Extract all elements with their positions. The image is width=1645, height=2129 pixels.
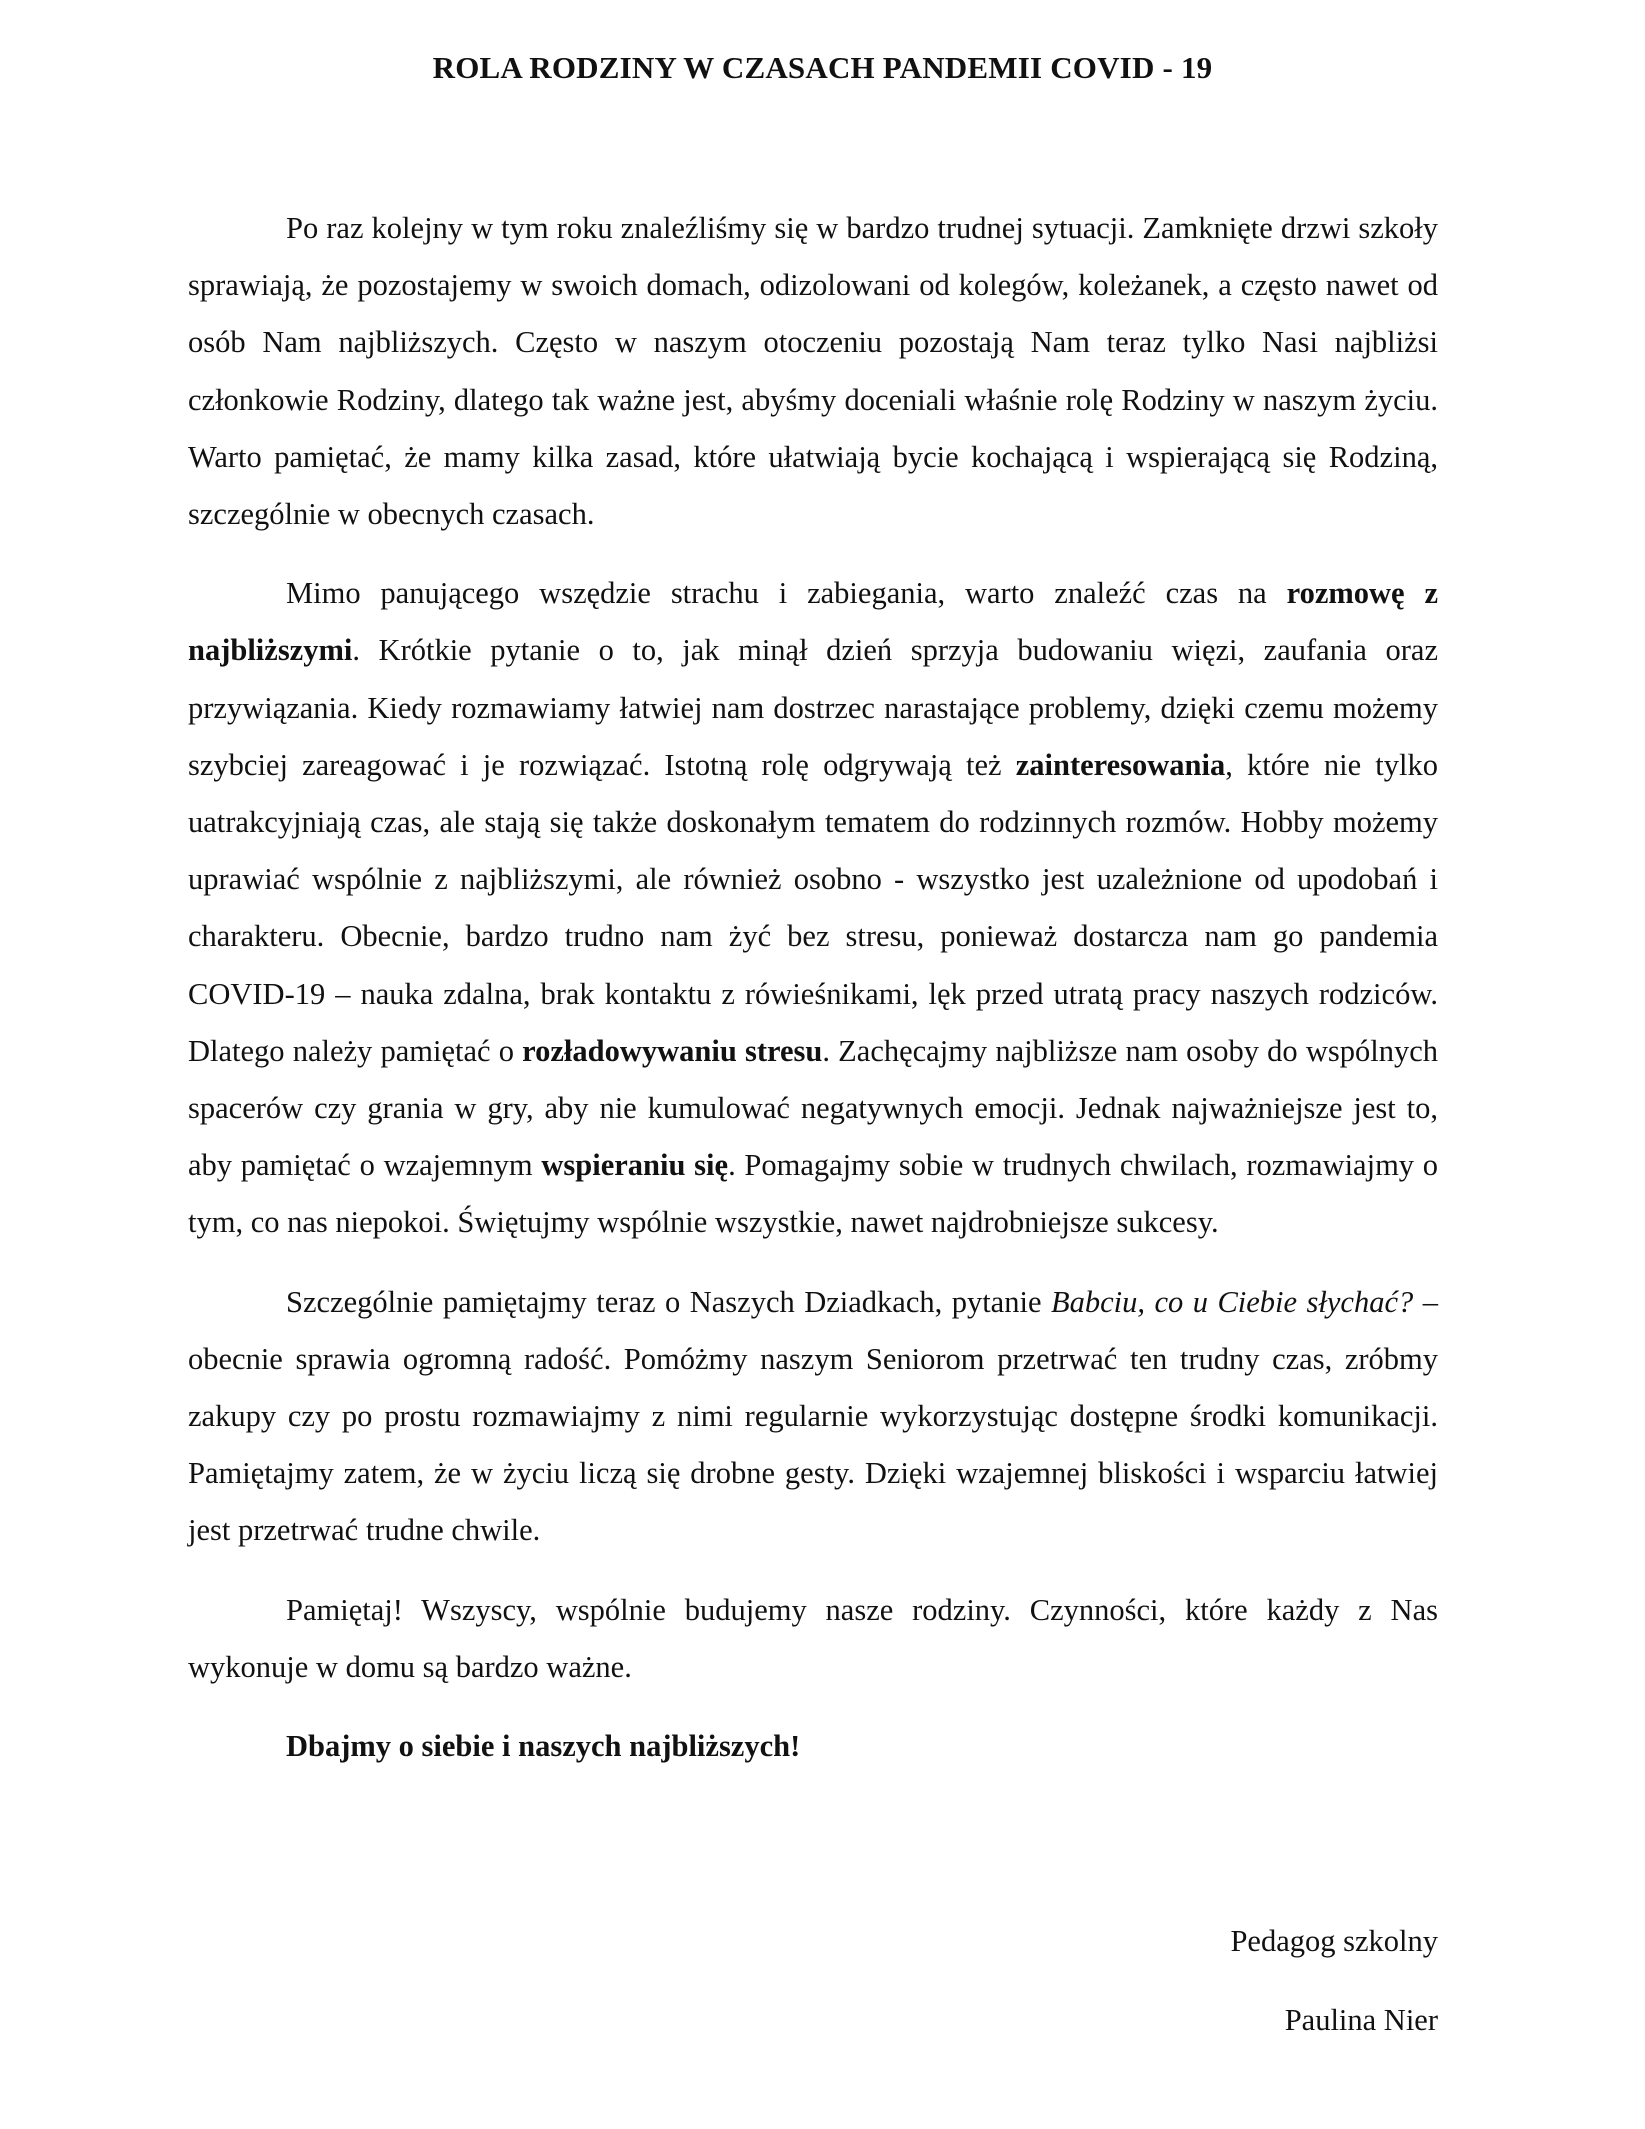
signature-name: Paulina Nier	[1284, 2003, 1438, 2037]
italic-quote: Babciu, co u Ciebie słychać?	[1050, 1284, 1414, 1319]
bold-phrase-interests: zainteresowania	[1015, 747, 1226, 782]
paragraph-text: Szczególnie pamiętajmy teraz o Naszych Dziadkach, pytanie	[286, 1284, 1051, 1319]
bold-phrase-conversation: rozmowę z najbliższymi	[188, 576, 1438, 668]
document-body	[188, 200, 1438, 1775]
bold-phrase-stress-relief: rozładowywaniu stresu	[522, 1033, 823, 1068]
paragraph-family-rules	[188, 565, 1438, 1251]
signature-role: Pedagog szkolny	[1230, 1924, 1438, 1958]
paragraph-intro: Po raz kolejny w tym roku znaleźliśmy się w bardzo trudnej sytuacji. Zamknięte drzwi szkoły sprawiają, że pozostajemy w swoich domach, odizolowani od kolegów, koleżanek, a często nawet od osób Nam najbliższych. Często w naszym otoczeniu pozostają Nam teraz tylko Nasi najbliżsi członkowie Rodziny, dlatego tak ważne jest, abyśmy doceniali właśnie rolę Rodziny w naszym życiu. Warto pamiętać, że mamy kilka zasad, które ułatwiają bycie kochającą i wspierającą się Rodziną, szczególnie w obecnych czasach.	[188, 211, 1438, 532]
paragraph-text: . Zachęcajmy najbliższe nam osoby do wspólnych spacerów czy grania w gry, aby nie kumulować negatywnych emocji. Jednak najważniejsze jest to, aby pamiętać o wzajemnym	[188, 1033, 1438, 1183]
bold-phrase-support: wspieraniu się	[541, 1148, 729, 1183]
paragraph-text: – obecnie sprawia ogromną radość. Pomóżmy naszym Seniorom przetrwać ten trudny czas, zróbmy zakupy czy po prostu rozmawiajmy z nimi regularnie wykorzystując dostępne środki komunikacji. Pamiętajmy zatem, że w życiu liczą się drobne gesty. Dzięki wzajemnej bliskości i wsparciu łatwiej jest przetrwać trudne chwile.	[188, 1284, 1438, 1548]
closing-line: Dbajmy o siebie i naszych najbliższych!	[286, 1729, 801, 1764]
paragraph-text: Mimo panującego wszędzie strachu i zabiegania, warto znaleźć czas na	[286, 576, 1287, 611]
paragraph-text: . Krótkie pytanie o to, jak minął dzień sprzyja budowaniu więzi, zaufania oraz przywiązania. Kiedy rozmawiamy łatwiej nam dostrzec narastające problemy, dzięki czemu możemy szybciej zareagować i je rozwiązać. Istotną rolę odgrywają też	[188, 633, 1438, 782]
paragraph-text: . Pomagajmy sobie w trudnych chwilach, rozmawiajmy o tym, co nas niepokoi. Świętujmy wspólnie wszystkie, nawet najdrobniejsze sukcesy.	[188, 1148, 1439, 1240]
paragraph-remember: Pamiętaj! Wszyscy, wspólnie budujemy nasze rodziny. Czynności, które każdy z Nas wykonuje w domu są bardzo ważne.	[188, 1592, 1438, 1684]
paragraph-grandparents	[188, 1274, 1438, 1560]
document-title: ROLA RODZINY W CZASACH PANDEMII COVID - 19	[432, 50, 1213, 85]
paragraph-text: , które nie tylko uatrakcyjniają czas, ale stają się także doskonałym tematem do rodzinnych rozmów. Hobby możemy uprawiać wspólnie z najbliższymi, ale również osobno - wszystko jest uzależnione od upodobań i charakteru. Obecnie, bardzo trudno nam żyć bez stresu, ponieważ dostarcza nam go pandemia COVID-19 – nauka zdalna, brak kontaktu z rówieśnikami, lęk przed utratą pracy naszych rodziców. Dlatego należy pamiętać o	[188, 747, 1438, 1068]
